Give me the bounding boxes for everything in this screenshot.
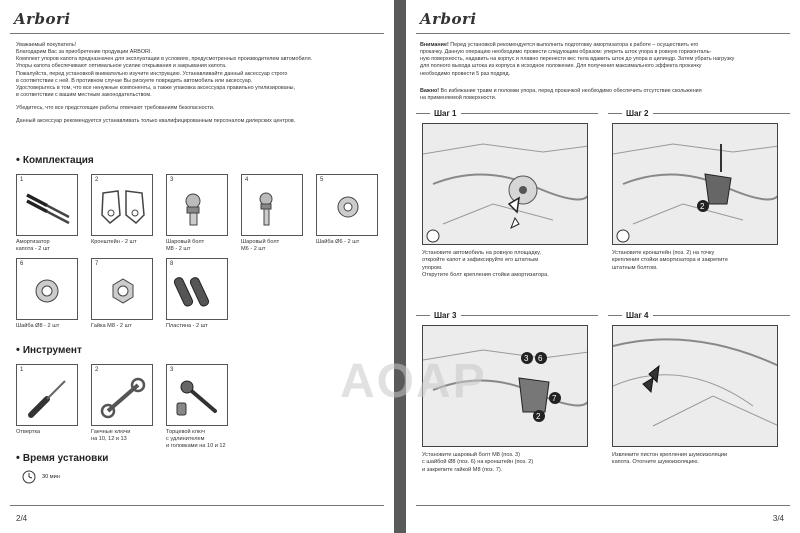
intro-text [16,42,376,125]
kit-item [241,174,313,253]
step-2-caption: Установите кронштейн (поз. 2) на точку крепления стойки амортизатора и закрепите штатным болтом. [612,250,728,271]
intro-paragraph: Данный аксессуар рекомендуется устанавливать только квалифицированным персоналом дилерских центров. [16,118,296,125]
ball-bolt-m8-icon [173,185,223,231]
item-number: 1 [20,367,24,373]
kit-item-box [166,174,228,236]
item-number: 2 [95,367,99,373]
step-1-illustration [422,123,588,245]
time-title-text: Время установки [22,453,109,464]
step-3-caption: Установите шаровый болт М8 (поз. 3) с шайбой Ø8 (поз. 6) на кронштейн (поз. 2) и закрепите гайкой М8 (поз. 7). [422,452,534,473]
page-number: 2/4 [16,514,28,523]
svg-text:7: 7 [552,394,557,403]
item-number: 2 [95,177,99,183]
tool-item [16,364,88,436]
step-4-illustration [612,325,778,447]
intro-paragraph: Уважаемый покупатель! Благодарим Вас за приобретение продукции ARBORI. Комплект упоров капота предназначен для эксплуатации в условиях, предусмотренных производителем автомобиля. Упоры капота обеспечивают оптимальное усилие открывания и закрывания капота. Пожалуйста, перед установкой внимательно изучите инструкцию. Устанавливайте данный аксессуар строго в соответствии с ней. В противном случае Вы рискуете повредить автомобиль или аксессуар. Удостоверьтесь в том, что все ненужные компоненты, а также упаковка аксессуара правильно утилизированы, в соответствии с вашим местным законодательством. [16,42,313,98]
kit-title-text: Комплектация [22,155,94,166]
nut-m8-icon [98,269,148,315]
install-time-value: 30 мин [42,474,60,480]
intro-paragraph: Убедитесь, что все предстоящие работы отвечают требованиям безопасности. [16,105,215,111]
socket-wrench-icon [173,375,223,421]
item-caption: Шайба Ø8 - 2 шт [16,323,60,329]
attention-note [420,42,790,78]
step-1-header [416,108,598,118]
header-rule [10,33,384,34]
item-number: 6 [20,261,24,267]
kit-item-box [16,174,78,236]
step-4-header [608,310,790,320]
tools-title-text: Инструмент [22,345,82,356]
item-number: 4 [245,177,249,183]
tool-item-box [16,364,78,426]
page-left [0,0,394,533]
step-2-header [608,108,790,118]
kit-item [16,174,88,253]
washer-m6-icon [323,185,373,231]
brand-logo: Arbori [420,10,477,28]
step-4-caption: Извлеките пистон крепления шумоизоляции капота. Отогните шумоизоляцию. [612,452,728,466]
page-number: 3/4 [772,514,784,523]
tool-item [166,364,238,450]
item-caption: Пластина - 2 шт [166,323,208,329]
item-caption: Отвертка [16,429,41,435]
plate-icon [173,269,223,315]
step-1-caption: Установите автомобиль на ровную площадку, откройте капот и зафиксируйте его штатным упором. Открутите болт крепления стойки амортизатора. [422,250,549,278]
item-number: 8 [170,261,174,267]
kit-item-box [91,258,153,320]
page-right [406,0,800,533]
ball-bolt-m6-icon [248,185,298,231]
clock-icon [22,470,36,484]
footer-rule [10,505,384,506]
item-caption: Кронштейн - 2 шт [91,239,137,245]
item-number: 1 [20,177,24,183]
kit-item-box [166,258,228,320]
screwdriver-icon [23,375,73,421]
step-4-label: Шаг 4 [626,310,649,320]
kit-item [16,258,88,330]
step-2-illustration [612,123,778,245]
kit-item [91,258,163,330]
step-3-header [416,310,598,320]
brand-logo: Arbori [14,10,71,28]
kit-section-title: • Комплектация [16,154,94,166]
kit-item [166,174,238,253]
step-1-label: Шаг 1 [434,108,457,118]
footer-rule [416,505,790,506]
important-label: Важно! [420,88,440,94]
time-section-title: • Время установки [16,452,109,464]
washer-m8-icon [23,269,73,315]
item-caption: Шаровый болт М8 - 2 шт [166,239,205,252]
kit-item [91,174,163,246]
tool-item-box [91,364,153,426]
item-caption: Шаровый болт М6 - 2 шт [241,239,280,252]
attention-text: Перед установкой рекомендуется выполнить подготовку амортизатора к работе – осуществить его прокачку. Данную операцию необходимо провести следующим образом: упереть шток упора в ровную горизонталь- ную поверхность, надавить на корпус и плавно перенести вес тела вдавить шток до упора в цилиндр. Затем убрать нагрузку для полного выхода штока из корпуса в исходное положение. Для получения максимального эффекта прокачку необходимо провести 5 раз подряд. [420,42,735,77]
item-caption: Амортизатор капота - 2 шт [16,239,50,252]
kit-item-box [241,174,303,236]
item-caption: Гаечные ключи на 10, 12 и 13 [91,429,131,442]
important-text: Во избежание травм и поломки упора, перед прокачкой необходимо обеспечить отсутствие скольжения на применяемой поверхности. [420,88,702,102]
svg-text:3: 3 [524,354,529,363]
kit-item-box [16,258,78,320]
step-2-label: Шаг 2 [626,108,649,118]
svg-text:2: 2 [700,202,705,211]
item-caption: Гайка М8 - 2 шт [91,323,132,329]
item-number: 3 [170,367,174,373]
svg-text:2: 2 [536,412,541,421]
header-rule [416,33,790,34]
item-caption: Торцевой ключ с удлинителем и головками на 10 и 12 [166,429,226,449]
tools-section-title: • Инструмент [16,344,82,356]
important-note [420,88,790,102]
step-3-label: Шаг 3 [434,310,457,320]
attention-label: Внимание! [420,42,449,48]
tool-item [91,364,163,443]
kit-item [316,174,388,246]
gas-strut-icon [23,185,73,231]
wrench-icon [98,375,148,421]
kit-item-box [91,174,153,236]
tool-item-box [166,364,228,426]
kit-item-box [316,174,378,236]
item-number: 3 [170,177,174,183]
bracket-icon [98,185,148,231]
svg-text:6: 6 [538,354,543,363]
watermark: AOAP [340,355,487,408]
kit-item [166,258,238,330]
item-caption: Шайба Ø6 - 2 шт [316,239,360,245]
engine-bay-illustration [423,124,588,245]
install-time [22,470,60,484]
engine-bay-illustration [613,124,778,245]
item-number: 7 [95,261,99,267]
hood-underside-illustration [613,326,778,447]
item-number: 5 [320,177,324,183]
